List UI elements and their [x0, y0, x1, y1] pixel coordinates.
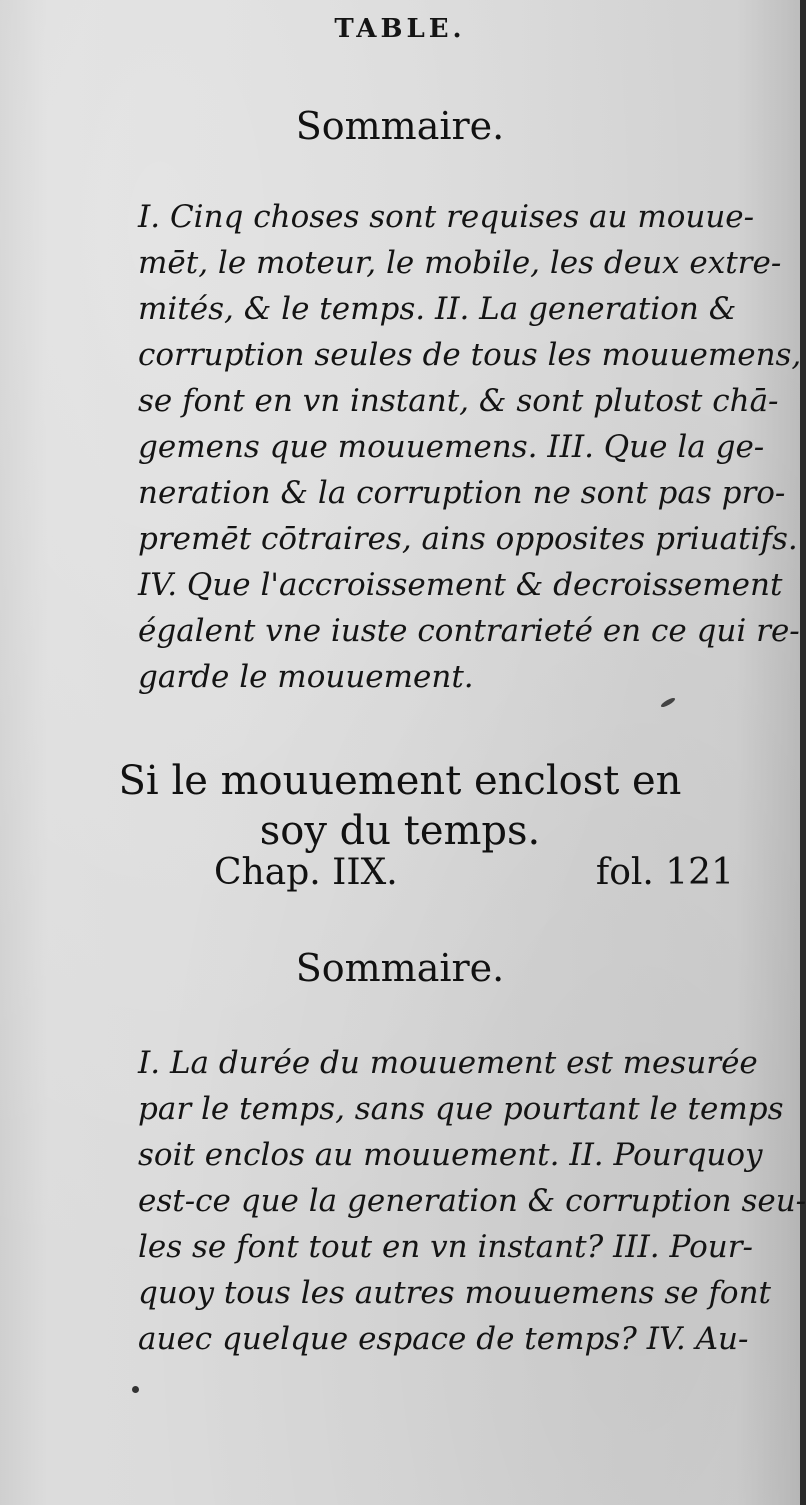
summary-line: corruption seules de tous les mouuemens, [138, 337, 802, 373]
summary-line: est-ce que la generation & corruption seu- [138, 1183, 806, 1219]
summary-line: I. La durée du mouuement est mesurée [138, 1045, 758, 1081]
summary-line: I. Cinq choses sont requises au mouue- [138, 199, 755, 235]
summary-title-2: Sommaire. [295, 946, 505, 990]
chapter-label: Chap. IIX. [214, 852, 398, 893]
summary-block-2 [138, 1040, 806, 1362]
summary-line: égalent vne iuste contrarieté en ce qui re- [138, 613, 800, 649]
summary-line: auec quelque espace de temps? IV. Au- [138, 1321, 749, 1357]
summary-line: neration & la corruption ne sont pas pro- [138, 475, 786, 511]
summary-line: mités, & le temps. II. La generation & [138, 291, 737, 327]
chapter-heading-line-2: soy du temps. [259, 808, 541, 854]
chapter-meta [214, 852, 734, 893]
summary-line: se font en vn instant, & sont plutost chā- [138, 383, 779, 419]
summary-title-1: Sommaire. [295, 104, 505, 148]
ink-speck [132, 1386, 139, 1393]
summary-line: les se font tout en vn instant? III. Pour- [138, 1229, 754, 1265]
running-head: TABLE. [334, 14, 466, 44]
summary-line: IV. Que l'accroissement & decroissement [138, 567, 783, 603]
summary-line: premēt cōtraires, ains opposites priuatifs. [138, 521, 798, 557]
chapter-heading-line-1: Si le mouuement enclost en [118, 758, 682, 804]
summary-line: quoy tous les autres mouuemens se font [138, 1275, 772, 1311]
summary-line: gemens que mouuemens. III. Que la ge- [138, 429, 765, 465]
summary-line: garde le mouuement. [138, 659, 474, 695]
summary-line: par le temps, sans que pourtant le temps [138, 1091, 784, 1127]
summary-block-1 [138, 194, 802, 700]
summary-line: soit enclos au mouuement. II. Pourquoy [138, 1137, 763, 1173]
summary-line: mēt, le moteur, le mobile, les deux extre- [138, 245, 782, 281]
folio-number: fol. 121 [595, 852, 734, 893]
